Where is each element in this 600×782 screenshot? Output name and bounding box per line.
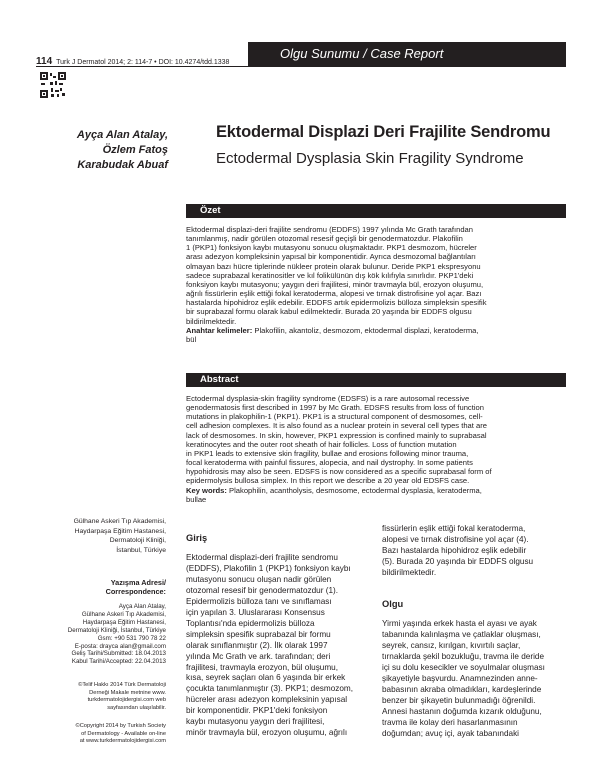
giris-body: Ektodermal displazi-deri frajilite sendromu (EDDFS), Plakofilin 1 (PKP1) fonksiyon kaybı mutasyonu sonucu oluşan nadir görülen otozomal resesif bir genodermatozdur (1). Epidermolizis bülloza tanı ve sınıflaması için yapılan 3. Uluslararası Konsensus Toplantısı'nda epidermolizis bülloza simpleksin spesifik suprabazal bir formu olarak sınıflanmıştır (2). İlk olarak 1997 yılında Mc Grath ve ark. tarafından; deri frajilitesi, travmayla erozyon, bül oluşumu, kısa, seyrek saçları olan 6 yaşında bir erkek çocukta tanımlanmıştır (3). PKP1; desmozom, hücreler arası adezyon kompleksinin yapısal bir komponentidir. PKP1'deki fonksiyon kaybı mutasyonu yaygın deri frajilitesi, minör travmayla bül, erozyon oluşumu, ağrılı [186, 553, 353, 738]
ozet-keywords: Anahtar kelimeler: Plakofilin, akantoliz, desmozom, ektodermal displazi, keratoderma, [186, 325, 479, 335]
copyright-turkish: ©Telif Hakkı 2014 Türk Dermatoloji Derneği Makale metnine www. turkdermatolojidergisi.com web sayfasından ulaşılabilir. [78, 682, 166, 711]
giris-section [186, 532, 368, 739]
citation-line [36, 56, 229, 67]
qr-code-icon [40, 72, 66, 98]
abstract-keywords: Key words: Plakophilin, acantholysis, desmosome, ectodermal dysplasia, keratoderma, [186, 485, 482, 495]
copyright-english: ©Copyright 2014 by Turkish Society of Dermatology - Available on-line at www.turkdermatolojidergisi.com [75, 723, 166, 744]
olgu-body: Yirmi yaşında erkek hasta el ayası ve ayak tabanında kalınlaşma ve çatlaklar oluşması, seyrek, cansız, kırılgan, kıvırtılı saçlar, tırnaklarda şekil bozukluğu, travma ile deride içi su dolu kesecikler ve soyulmalar oluşması şikayetiyle başvurdu. Anamnezinden anne- babasının akraba olmadıkları, kardeşlerinde benzer bir şikayetin bulunmadığı öğrenildi. Annesi hastanın doğumda kızarık olduğunu, travma ile kolay deri hasarlanmasının doğumdan; avuç içi, ayak tabanındaki [382, 619, 545, 738]
affiliation: Gülhane Askeri Tıp Akademisi, Haydarpaşa Eğitim Hastanesi, Dermatoloji Kliniği, İstanbul, Türkiye [73, 518, 166, 554]
author-list [77, 128, 168, 173]
abstract-heading: Abstract [186, 373, 566, 387]
author: Özlem Fatoş [102, 144, 168, 156]
giris-continued: fissürlerin eşlik ettiği fokal keratoderma, alopesi ve tırnak distrofisine yol açar (4). Bazı hastalarda hipohidroz eşlik edebilir (5). Burada 20 yaşında bir EDDFS olgusu bildirilmektedir. [382, 524, 534, 577]
ozet-body: Ektodermal displazi-deri frajilite sendromu (EDDFS) 1997 yılında Mc Grath tarafından tanımlanmış, nadir görülen otozomal resesif geçişli bir genodermatozdur. Plakofilin 1 (PKP1) fonksiyon kaybı mutasyonu sonucu oluşmaktadır. PKP1 desmozom, hücreler arası adezyon kompleksinin yapısal bir komponentidir. Ayrıca desmozomal bağlantıları olmayan bazı hücre tiplerinde nükleer protein olarak bulunur. Deride PKP1 ekspresyonu sadece suprabazal keratinositler ve kıl folikülünün dış kök kılıfıyla sınırlıdır. PKP1'deki fonksiyon kaybı mutasyonu; yaygın deri frajilitesi, minör travmayla bül, erozyon oluşumu, ağrılı fissürlerin eşlik ettiği fokal keratoderma, alopesi ve tırnak distrofisine yol açar. Bazı hastalarda hipohidroz eşlik edebilir. EDDFS artık epidermolizis bülloza simpleksin spesifik bir suprabazal formu olarak kabul edilmektedir. Burada 20 yaşında bir EDDFS olgusu bildirilmektedir. Anahtar kelimeler: Plakofilin, akantoliz, desmozom, ektodermal displazi, keratoderma, bül [186, 225, 566, 344]
correspondence-heading: Yazışma Adresi/ Correspondence: [105, 578, 166, 596]
title-turkish: Ektodermal Displazi Deri Frajilite Sendromu [216, 123, 551, 141]
title-english: Ectodermal Dysplasia Skin Fragility Syndrome [216, 150, 524, 167]
author: Karabudak Abuaf [77, 159, 168, 171]
correspondence-details: Ayça Alan Atalay, Gülhane Askeri Tıp Akademisi, Haydarpaşa Eğitim Hastanesi, Dermatoloji Kliniği, İstanbul, Türkiye Gsm: +90 531 790 78 22 E-posta: drayca alan@gmail.com Geliş Tarihi/Submitted: 18.04.2013 Kabul Tarihi/Accepted: 22.04.2013 [67, 603, 166, 666]
page-number: 114 [36, 56, 53, 67]
giris-heading: Giriş [186, 533, 208, 543]
ozet-heading: Özet [186, 204, 566, 218]
citation: Turk J Dermatol 2014; 2: 114-7 • DOI: 10.4274/tdd.1338 [56, 59, 230, 66]
olgu-section [382, 598, 564, 739]
author: Ayça Alan Atalay, [76, 129, 168, 141]
abstract-body: Ectodermal dysplasia-skin fragility syndrome (EDSFS) is a rare autosomal recessive genodermatosis first described in 1997 by Mc Grath. EDSFS results from loss of function mutations in plakophilin-1 (PKP1). PKP1 is a structural component of desmosomes, cell- cell adhesion complexes. It is also found as a nuclear protein in several cell types that are lack of desmosomes. In skin, however, PKP1 expression is confined mainly to suprabasal keratinocytes and the outer root sheath of hair follicles. Loss of function mutation in PKP1 leads to extensive skin fragility, bullae and erosions following minor trauma, focal keratoderma with painful fissures, alopecia, and nail dystrophy. In some patients hypohidrosis may also be seen. EDSFS is now considered as a specific suprabasal form of epidermolysis bullosa simplex. In this report we describe a 20 year old EDSFS case. Key words: Plakophilin, acantholysis, desmosome, ectodermal dysplasia, keratoderma, bullae [186, 394, 566, 504]
section-label: Olgu Sunumu / Case Report [248, 42, 566, 66]
olgu-heading: Olgu [382, 599, 404, 609]
